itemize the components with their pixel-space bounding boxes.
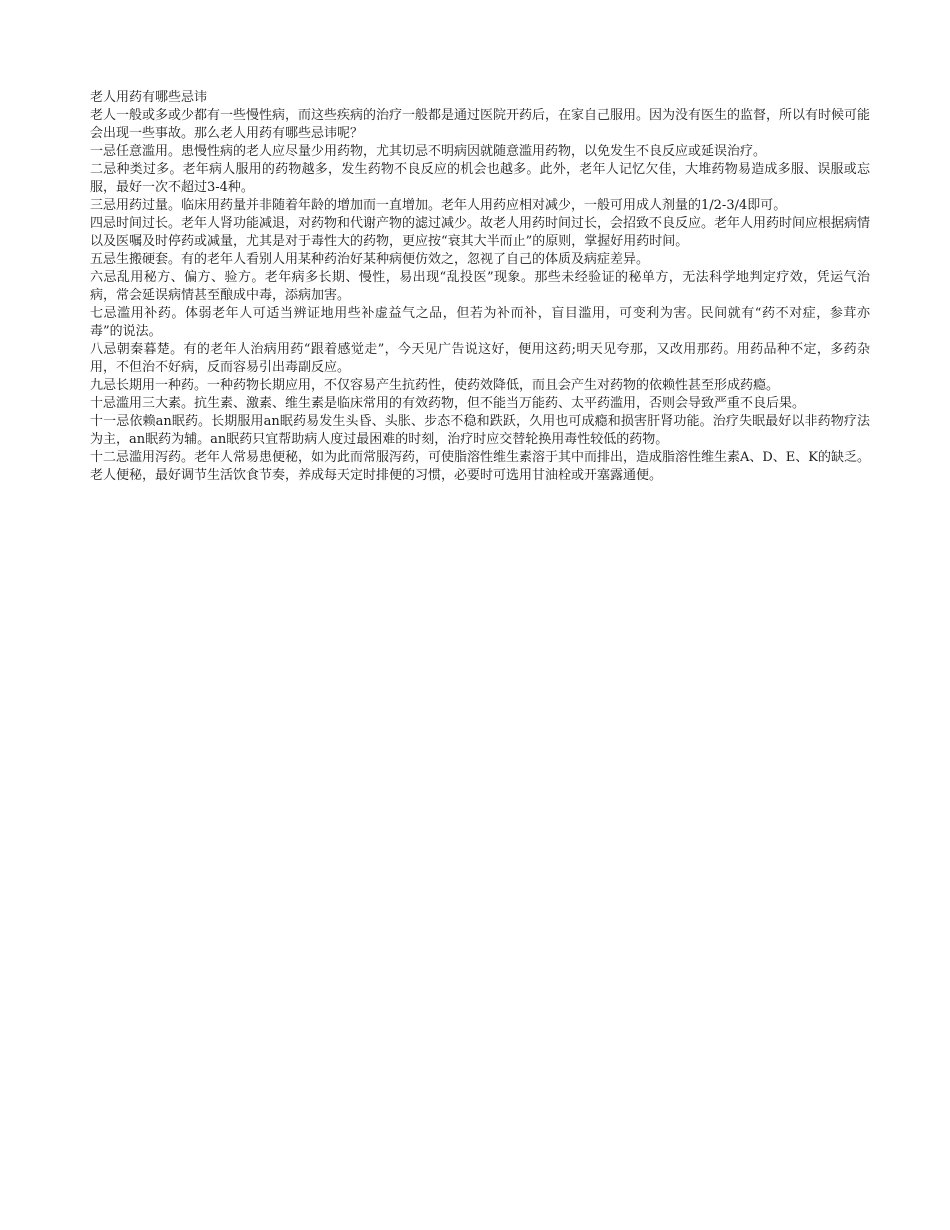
taboo-paragraph-4: 四忌时间过长。老年人肾功能减退，对药物和代谢产物的滤过减少。故老人用药时间过长，会招致不良反应。老年人用药时间应根据病情以及医嘱及时停药或减量，尤其是对于毒性大的药物，更应按“衰其大半而止”的原则，掌握好用药时间。	[90, 216, 871, 249]
document-page	[90, 89, 870, 485]
taboo-paragraph-11: 十一忌依赖an眠药。长期服用an眠药易发生头昏、头胀、步态不稳和跌跃，久用也可成瘾和损害肝肾功能。治疗失眠最好以非药物疗法为主，an眠药为辅。an眠药只宜帮助病人度过最困难的时刻，治疗时应交替轮换用毒性较低的药物。	[90, 414, 870, 447]
taboo-paragraph-3: 三忌用药过量。临床用药量并非随着年龄的增加而一直增加。老年人用药应相对减少，一般可用成人剂量的1/2-3/4即可。	[90, 198, 787, 213]
taboo-paragraph-1: 一忌任意滥用。患慢性病的老人应尽量少用药物，尤其切忌不明病因就随意滥用药物，以免发生不良反应或延误治疗。	[90, 144, 767, 159]
taboo-paragraph-8: 八忌朝秦暮楚。有的老年人治病用药“跟着感觉走”，今天见广告说这好，便用这药;明天见夸那，又改用那药。用药品种不定，多药杂用，不但治不好病，反而容易引出毒副反应。	[90, 342, 870, 375]
taboo-paragraph-5: 五忌生搬硬套。有的老年人看别人用某种药治好某种病便仿效之，忽视了自己的体质及病症差异。	[90, 252, 650, 267]
taboo-paragraph-12: 十二忌滥用泻药。老年人常易患便秘，如为此而常服泻药，可使脂溶性维生素溶于其中而排出，造成脂溶性维生素A、D、E、K的缺乏。老人便秘，最好调节生活饮食节奏，养成每天定时排便的习惯，必要时可选用甘油栓或开塞露通便。	[90, 450, 871, 483]
intro-paragraph: 老人一般或多或少都有一些慢性病，而这些疾病的治疗一般都是通过医院开药后，在家自己服用。因为没有医生的监督，所以有时候可能会出现一些事故。那么老人用药有哪些忌讳呢？	[90, 108, 871, 141]
taboo-paragraph-2: 二忌种类过多。老年病人服用的药物越多，发生药物不良反应的机会也越多。此外，老年人记忆欠佳，大堆药物易造成多服、误服或忘服，最好一次不超过3-4种。	[90, 162, 870, 195]
taboo-paragraph-6: 六忌乱用秘方、偏方、验方。老年病多长期、慢性，易出现“乱投医”现象。那些未经验证的秘单方，无法科学地判定疗效，凭运气治病，常会延误病情甚至酿成中毒，添病加害。	[90, 270, 870, 303]
taboo-paragraph-10: 十忌滥用三大素。抗生素、激素、维生素是临床常用的有效药物，但不能当万能药、太平药滥用，否则会导致严重不良后果。	[90, 396, 806, 411]
document-title: 老人用药有哪些忌讳	[90, 90, 208, 105]
taboo-paragraph-7: 七忌滥用补药。体弱老年人可适当辨证地用些补虚益气之品，但若为补而补，盲目滥用，可变利为害。民间就有“药不对症，参茸亦毒”的说法。	[90, 306, 870, 339]
taboo-paragraph-9: 九忌长期用一种药。一种药物长期应用，不仅容易产生抗药性，使药效降低，而且会产生对药物的依赖性甚至形成药瘾。	[90, 378, 780, 393]
